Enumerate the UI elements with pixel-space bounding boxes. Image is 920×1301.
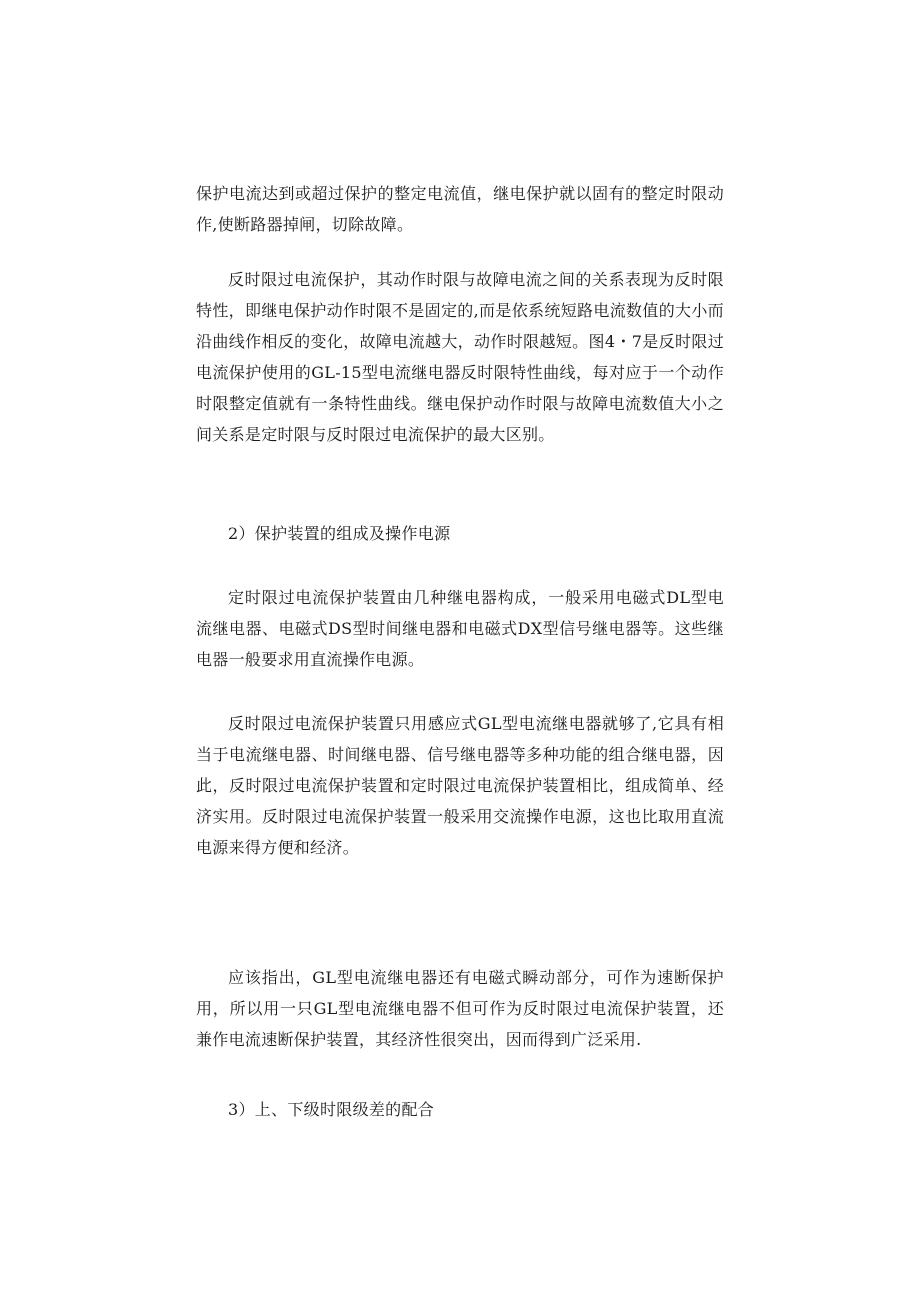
paragraph-5: 应该指出，GL型电流继电器还有电磁式瞬动部分，可作为速断保护用，所以用一只GL型电流继电器不但可作为反时限过电流保护装置，还兼作电流速断保护装置，其经济性很突出，因而得到广泛采用. [196,968,724,1049]
paragraph-2: 反时限过电流保护，其动作时限与故障电流之间的关系表现为反时限特性，即继电保护动作时限不是固定的,而是依系统短路电流数值的大小而沿曲线作相反的变化，故障电流越大，动作时限越短。图4・7是反时限过电流保护使用的GL-15型电流继电器反时限特性曲线，每对应于一个动作时限整定值就有一条特性曲线。继电保护动作时限与故障电流数值大小之间关系是定时限与反时限过电流保护的最大区别。 [196,270,724,444]
section-heading-2: 2）保护装置的组成及操作电源 [228,524,451,543]
section-heading-3: 3）上、下级时限级差的配合 [228,1100,435,1119]
paragraph-1: 保护电流达到或超过保护的整定电流值，继电保护就以固有的整定时限动作,使断路器掉闸，切除故障。 [196,184,724,234]
paragraph-3: 定时限过电流保护装置由几种继电器构成，一般采用电磁式DL型电流继电器、电磁式DS型时间继电器和电磁式DX型信号继电器等。这些继电器一般要求用直流操作电源。 [196,588,724,669]
paragraph-4: 反时限过电流保护装置只用感应式GL型电流继电器就够了,它具有相当于电流继电器、时间继电器、信号继电器等多种功能的组合继电器，因此，反时限过电流保护装置和定时限过电流保护装置相比，组成简单、经济实用。反时限过电流保护装置一般采用交流操作电源，这也比取用直流电源来得方便和经济。 [196,714,724,857]
